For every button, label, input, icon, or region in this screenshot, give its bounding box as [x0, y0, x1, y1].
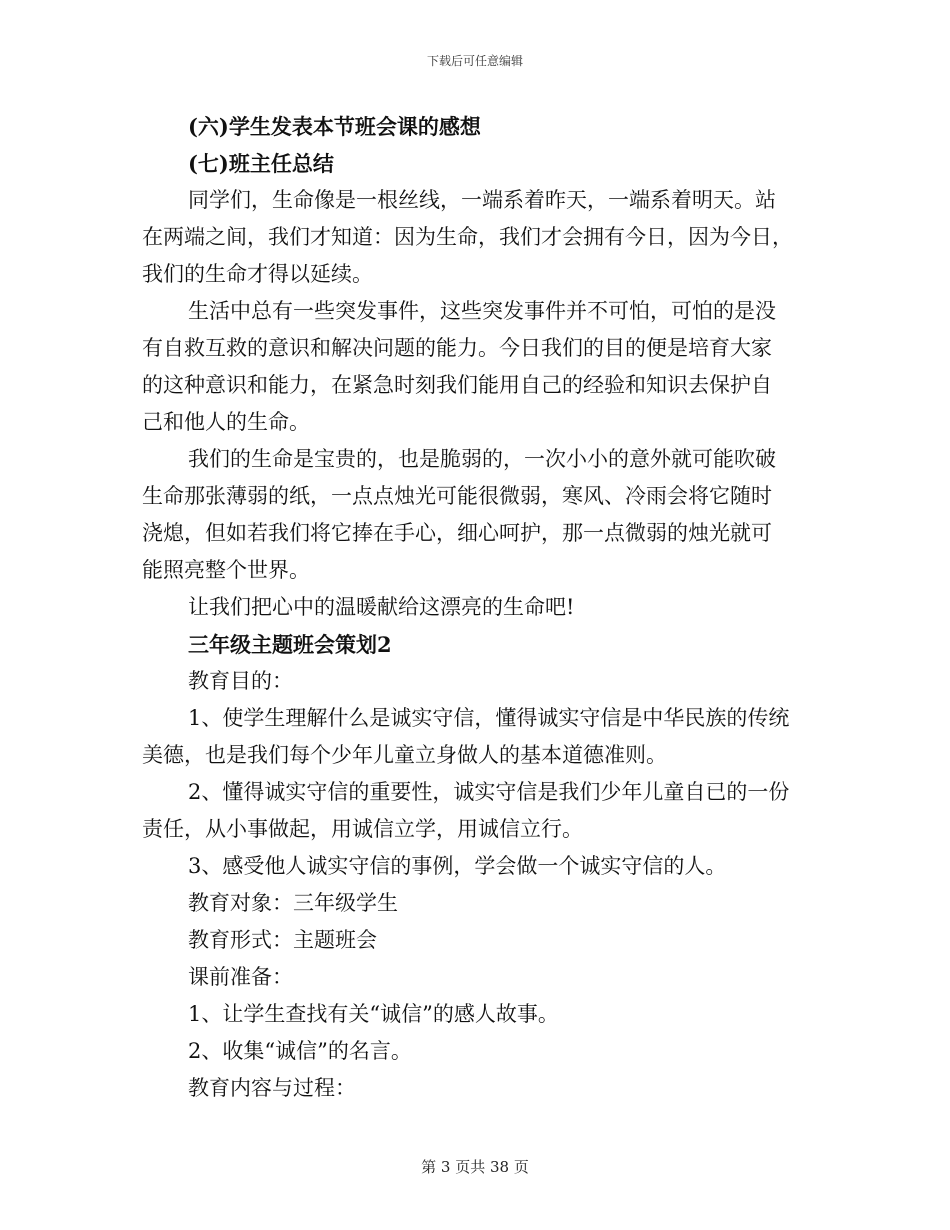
paragraph-line: 教育目的： [188, 669, 293, 693]
section-title: 三年级主题班会策划2 [188, 632, 392, 657]
paragraph-line: 能照亮整个世界。 [142, 558, 310, 582]
list-item: 2、懂得诚实守信的重要性，诚实守信是我们少年儿童自已的一份 [188, 780, 790, 804]
list-item: 2、收集“诚信”的名言。 [188, 1039, 412, 1063]
paragraph-line: 的这种意识和能力，在紧急时刻我们能用自己的经验和知识去保护自 [142, 373, 772, 397]
document-body [142, 108, 810, 1107]
list-item: 1、让学生查找有关“诚信”的感人故事。 [188, 1002, 559, 1026]
page-footer: 第 3 页共 38 页 [421, 1158, 529, 1176]
list-item: 1、使学生理解什么是诚实守信，懂得诚实守信是中华民族的传统 [188, 706, 790, 730]
paragraph-line: 浇熄，但如若我们将它捧在手心，细心呵护，那一点微弱的烛光就可 [142, 521, 772, 545]
paragraph-line: 生活中总有一些突发事件，这些突发事件并不可怕，可怕的是没 [188, 299, 776, 323]
paragraph-line: 我们的生命才得以延续。 [142, 262, 373, 286]
paragraph-line: 让我们把心中的温暖献给这漂亮的生命吧! [188, 595, 575, 619]
paragraph-line: 在两端之间，我们才知道：因为生命，我们才会拥有今日，因为今日， [142, 225, 793, 249]
paragraph-line: 生命那张薄弱的纸，一点点烛光可能很微弱，寒风、冷雨会将它随时 [142, 484, 772, 508]
paragraph-line: 同学们，生命像是一根丝线，一端系着昨天，一端系着明天。站 [188, 188, 776, 212]
page-header: 下载后可任意编辑 [426, 54, 523, 68]
list-item: 3、感受他人诚实守信的事例，学会做一个诚实守信的人。 [188, 854, 727, 878]
paragraph-line: 己和他人的生命。 [142, 410, 310, 434]
paragraph-line: 课前准备： [188, 965, 293, 989]
paragraph-line: 教育内容与过程： [188, 1076, 356, 1100]
paragraph-line: 教育形式：主题班会 [188, 928, 377, 952]
section-heading-6: (六)学生发表本节班会课的感想 [188, 114, 481, 139]
list-item-continuation: 责任，从小事做起，用诚信立学，用诚信立行。 [142, 817, 583, 841]
list-item-continuation: 美德，也是我们每个少年儿童立身做人的基本道德准则。 [142, 743, 667, 767]
paragraph-line: 有自救互救的意识和解决问题的能力。今日我们的目的便是培育大家 [142, 336, 772, 360]
paragraph-line: 我们的生命是宝贵的，也是脆弱的，一次小小的意外就可能吹破 [188, 447, 776, 471]
paragraph-line: 教育对象：三年级学生 [188, 891, 398, 915]
section-heading-7: (七)班主任总结 [188, 151, 334, 176]
